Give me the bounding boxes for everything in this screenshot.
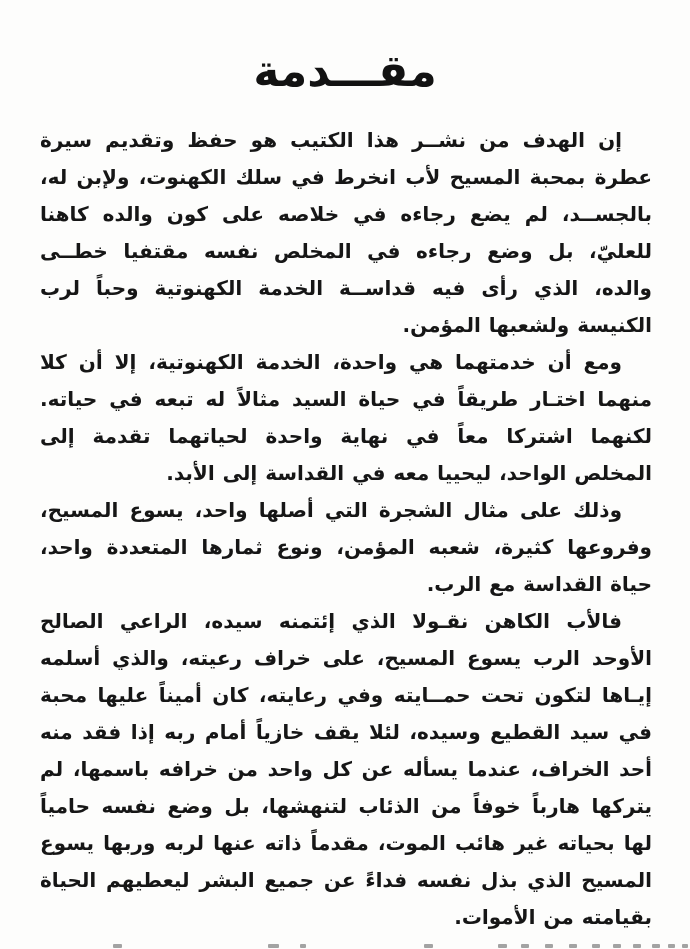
page-title: مقـــدمة xyxy=(253,46,437,97)
document-body xyxy=(40,122,652,936)
paragraph-4: فالأب الكاهن نقـولا الذي إئتمنه سيده، الراعي الصالح الأوحد الرب يسوع المسيح، على خراف رعيته، والذي أسلمه إيـاها لتكون تحت حمــايته وفي رعايته، كان أميناً عليها محبة في سيد القطيع وسيده، لئلا يقف خازياً أمام ربه إذا فقد منه أحد الخراف، عندما يسأله عن كل واحد من خرافه باسمها، لم يتركها هارباً خوفاً من الذئاب لتنهشها، بل وضع نفسه حامياً لها بحياته غير هائب الموت، مقدماً ذاته عنها لربه وربها يسوع المسيح الذي بذل نفسه فداءً عن جميع البشر ليعطيهم الحياة بقيامته من الأموات. xyxy=(40,609,652,929)
paragraph-3: وذلك على مثال الشجرة التي أصلها واحد، يسوع المسيح، وفروعها كثيرة، شعبه المؤمن، ونوع ثمارها المتعددة واحد، حياة القداسة مع الرب. xyxy=(40,498,652,596)
scan-artifact-dashes xyxy=(0,943,690,948)
paragraph-1: إن الهدف من نشــر هذا الكتيب هو حفظ وتقديم سيرة عطرة بمحبة المسيح لأب انخرط في سلك الكهنوت، ولإبن له، بالجســد، لم يضع رجاءه في خلاصه على كون والده كاهنا للعليّ، بل وضع رجاءه في المخلص نفسه مقتفيا خطــى والده، الذي رأى فيه قداســة الخدمة الكهنوتية وحباً لرب الكنيسة ولشعبها المؤمن. xyxy=(40,128,652,337)
paragraph-2: ومع أن خدمتهما هي واحدة، الخدمة الكهنوتية، إلا أن كلا منهما اختـار طريقاً في حياة السيد مثالاً له تبعه في حياته. لكنهما اشتركا معاً في نهاية واحدة لحياتهما تقدمة إلى المخلص الواحد، ليحييا معه في القداسة إلى الأبد. xyxy=(40,350,652,485)
